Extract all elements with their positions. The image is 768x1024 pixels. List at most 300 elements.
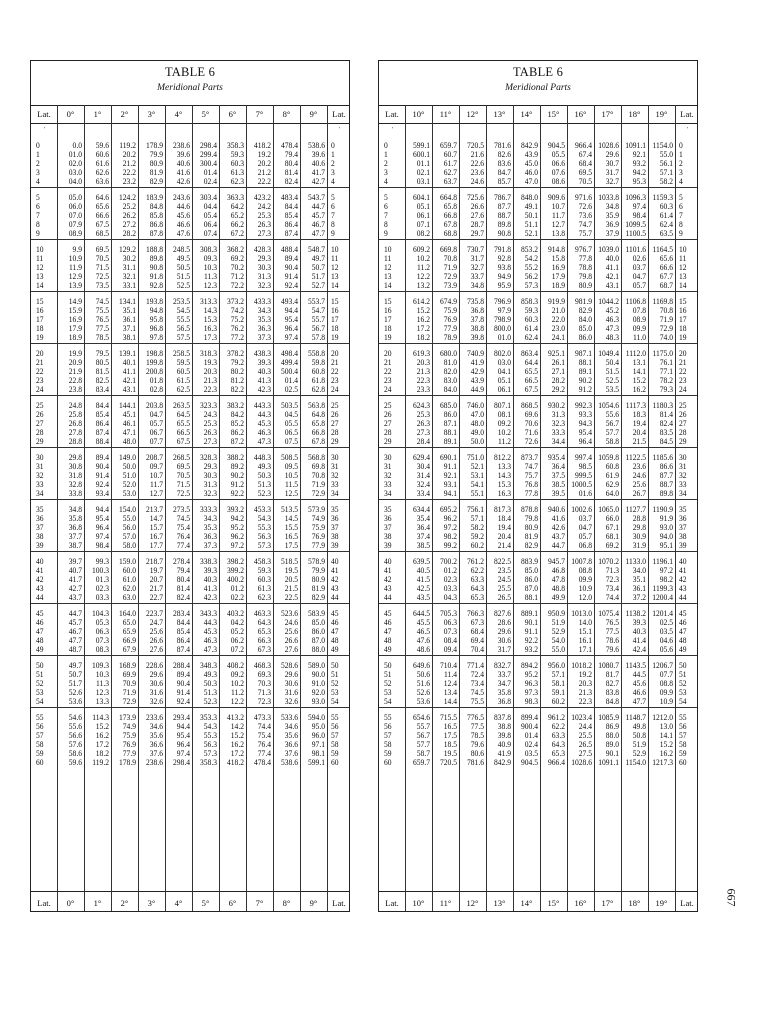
meridional-part-cell: 33.1 (122, 280, 136, 290)
latitude-minute-cell: 26 (36, 409, 44, 419)
meridional-part-cell: 1143.5 (625, 660, 646, 670)
meridional-part-cell: 41.7 (311, 167, 325, 177)
meridional-part-cell: 37.3 (257, 332, 271, 342)
meridional-part-cell: 398.2 (226, 556, 244, 566)
meridional-part-cell: 95.1 (659, 540, 673, 550)
meridional-part-cell: 02.1 (416, 167, 430, 177)
meridional-part-cell: 76.5 (605, 617, 619, 627)
meridional-part-cell: 55.6 (605, 409, 619, 419)
meridional-part-cell: 94.9 (497, 271, 511, 281)
meridional-part-cell: 92.4 (284, 280, 298, 290)
meridional-part-cell: 64.0 (605, 488, 619, 498)
latitude-minute-cell: 23 (384, 375, 392, 385)
meridional-part-cell: 07.4 (203, 228, 217, 238)
meridional-part-cell: 11.5 (285, 479, 298, 489)
column-footer: 6° (228, 898, 237, 908)
meridional-part-cell: 15.2 (95, 721, 109, 731)
meridional-part-cell: 634.4 (412, 504, 430, 514)
meridional-part-cell: 86.0 (578, 332, 592, 342)
meridional-part-cell: 609.2 (412, 244, 430, 254)
meridional-part-cell: 28.2 (551, 375, 565, 385)
meridional-part-cell: 644.5 (412, 608, 430, 618)
meridional-part-cell: 42.5 (416, 583, 430, 593)
meridional-part-cell: 47.0 (470, 409, 484, 419)
meridional-part-cell: 203.8 (145, 400, 163, 410)
meridional-part-cell: 358.3 (199, 757, 217, 767)
latitude-minute-cell: 16 (384, 305, 392, 315)
meridional-part-cell: 75.4 (176, 522, 190, 532)
meridional-part-cell: 56.3 (257, 531, 271, 541)
meridional-part-cell: 58.2 (659, 176, 673, 186)
latitude-minute-cell: 9 (331, 228, 335, 238)
meridional-part-cell: 74.5 (95, 296, 109, 306)
meridional-part-cell: 92.4 (176, 696, 190, 706)
meridional-part-cell: 61.9 (605, 470, 619, 480)
meridional-part-cell: 56.7 (416, 730, 430, 740)
meridional-part-cell: 33.7 (470, 271, 484, 281)
meridional-part-cell: 23.2 (122, 176, 136, 186)
meridional-part-cell: 80.9 (311, 574, 325, 584)
column-footer: 3° (147, 898, 156, 908)
meridional-part-cell: 93.0 (659, 522, 673, 532)
meridional-part-cell: 84.8 (149, 201, 163, 211)
meridional-part-cell: 05.7 (149, 418, 163, 428)
meridional-part-cell: 93.2 (524, 644, 538, 654)
meridional-part-cell: 76.4 (176, 531, 190, 541)
column-footer: 18° (628, 898, 641, 908)
latitude-minute-cell: 27 (331, 418, 339, 428)
table-row (379, 489, 697, 498)
meridional-part-cell: 751.0 (466, 452, 484, 462)
meridional-part-cell: 02.8 (149, 384, 163, 394)
meridional-part-cell: 54.3 (203, 721, 217, 731)
meridional-part-cell: 51.9 (551, 617, 565, 627)
meridional-part-cell: 31.8 (68, 470, 82, 480)
meridional-part-cell: 14.5 (284, 513, 298, 523)
meridional-part-cell: 193.8 (145, 296, 163, 306)
meridional-part-cell: 82.9 (524, 540, 538, 550)
meridional-part-cell: 22.3 (203, 384, 217, 394)
latitude-minute-cell: 54 (679, 696, 687, 706)
meridional-part-cell: 283.4 (172, 608, 190, 618)
table-row (379, 281, 697, 290)
group-rule (31, 707, 349, 708)
meridional-part-cell: 70.6 (524, 418, 538, 428)
meridional-part-cell: 05.1 (416, 201, 430, 211)
meridional-part-cell: 29.3 (203, 461, 217, 471)
minute-mark: ′ (339, 127, 341, 133)
meridional-part-cell: 65.3 (257, 626, 271, 636)
meridional-part-cell: 32.3 (203, 488, 217, 498)
meridional-part-cell: 1000.5 (571, 479, 592, 489)
column-header: 1° (93, 109, 102, 119)
latitude-minute-cell: 29 (36, 436, 44, 446)
meridional-part-cell: 77.5 (95, 323, 109, 333)
meridional-part-cell: 67.1 (605, 522, 619, 532)
meridional-part-cell: 75.7 (578, 228, 592, 238)
meridional-part-cell: 23.5 (497, 565, 511, 575)
meridional-part-cell: 51.3 (203, 687, 217, 697)
meridional-part-cell: 188.8 (145, 244, 163, 254)
meridional-part-cell: 32.6 (149, 696, 163, 706)
meridional-part-cell: 16.2 (230, 739, 244, 749)
meridional-part-cell: 41.9 (470, 357, 484, 367)
meridional-part-cell: 53.5 (605, 384, 619, 394)
meridional-part-cell: 67.2 (230, 228, 244, 238)
meridional-part-cell: 144.1 (118, 400, 136, 410)
meridional-part-cell: 904.5 (547, 140, 565, 150)
group-rule (31, 447, 349, 448)
group-rule (379, 551, 697, 552)
meridional-part-cell: 57.7 (416, 739, 430, 749)
table-row (31, 281, 349, 290)
meridional-part-cell: 07.6 (551, 167, 565, 177)
meridional-part-cell: 63.0 (122, 592, 136, 602)
meridional-part-cell: 32.7 (605, 176, 619, 186)
meridional-part-cell: 24.8 (68, 400, 82, 410)
latitude-minute-cell: 45 (679, 608, 687, 618)
latitude-minute-cell: 12 (36, 262, 44, 272)
latitude-minute-cell: 34 (36, 488, 44, 498)
meridional-part-cell: 298.4 (172, 757, 190, 767)
meridional-part-cell: 52.0 (122, 479, 136, 489)
latitude-minute-cell: 8 (384, 219, 388, 229)
meridional-part-cell: 961.2 (547, 712, 565, 722)
meridional-part-cell: 935.4 (547, 452, 565, 462)
latitude-minute-cell: 59 (679, 748, 687, 758)
meridional-part-cell: 61.3 (257, 583, 271, 593)
column-footer: Lat. (680, 898, 694, 908)
meridional-part-cell: 971.6 (574, 192, 592, 202)
meridional-part-cell: 84.8 (605, 696, 619, 706)
meridional-part-cell: 37.9 (605, 228, 619, 238)
meridional-part-cell: 61.5 (176, 375, 190, 385)
meridional-part-cell: 725.6 (466, 192, 484, 202)
latitude-minute-cell: 57 (36, 730, 44, 740)
meridional-part-cell: 29.2 (551, 384, 565, 394)
meridional-part-cell: 03.3 (443, 583, 457, 593)
meridional-part-cell: 1190.9 (652, 504, 673, 514)
meridional-part-cell: 15.8 (551, 253, 565, 263)
meridional-part-cell: 69.8 (311, 461, 325, 471)
meridional-part-cell: 65.6 (659, 253, 673, 263)
latitude-minute-cell: 56 (331, 721, 339, 731)
meridional-part-cell: 695.2 (439, 504, 457, 514)
meridional-part-cell: 80.9 (524, 522, 538, 532)
latitude-minute-cell: 40 (384, 556, 392, 566)
meridional-part-cell: 22.0 (551, 314, 565, 324)
latitude-minute-cell: 3 (384, 167, 388, 177)
meridional-part-cell: 343.3 (199, 608, 217, 618)
meridional-part-cell: 22.2 (122, 167, 136, 177)
table-row (31, 758, 349, 767)
meridional-part-cell: 19.4 (497, 522, 511, 532)
latitude-minute-cell: 12 (679, 262, 687, 272)
group-rule (31, 187, 349, 188)
meridional-part-cell: 52.3 (257, 488, 271, 498)
meridional-part-cell: 27.3 (416, 427, 430, 437)
meridional-part-cell: 04.5 (284, 409, 298, 419)
group-rule (379, 291, 697, 292)
meridional-part-cell: 52.5 (605, 375, 619, 385)
meridional-part-cell: 822.5 (493, 556, 511, 566)
meridional-part-cell: 78.9 (443, 332, 457, 342)
latitude-minute-cell: 41 (679, 565, 687, 575)
meridional-part-cell: 39.3 (257, 357, 271, 367)
meridional-part-cell: 17.1 (578, 644, 592, 654)
meridional-part-cell: 91.8 (149, 271, 163, 281)
meridional-part-cell: 17.9 (551, 271, 565, 281)
meridional-part-cell: 72.4 (470, 669, 484, 679)
meridional-part-cell: 96.3 (524, 678, 538, 688)
table-row (31, 697, 349, 706)
meridional-part-cell: 55.7 (416, 721, 430, 731)
meridional-part-cell: 60.6 (95, 149, 109, 159)
meridional-part-cell: 14.2 (230, 721, 244, 731)
meridional-part-cell: 168.9 (118, 660, 136, 670)
meridional-part-cell: 33.3 (551, 427, 565, 437)
column-header: Lat. (680, 109, 694, 119)
meridional-part-cell: 72.5 (95, 271, 109, 281)
meridional-part-cell: 273.5 (172, 504, 190, 514)
latitude-minute-cell: 4 (384, 176, 388, 186)
meridional-part-cell: 08.3 (95, 644, 109, 654)
meridional-part-cell: 64.8 (311, 409, 325, 419)
meridional-part-cell: 47.6 (176, 228, 190, 238)
meridional-part-cell: 1199.3 (652, 583, 673, 593)
meridional-part-cell: 85.8 (149, 210, 163, 220)
meridional-part-cell: 79.9 (149, 149, 163, 159)
meridional-part-cell: 48.6 (416, 644, 430, 654)
meridional-part-cell: 35.3 (203, 522, 217, 532)
latitude-minute-cell: 27 (384, 418, 392, 428)
meridional-part-cell: 624.3 (412, 400, 430, 410)
meridional-part-cell: 47.3 (203, 644, 217, 654)
latitude-minute-cell: 10 (331, 244, 339, 254)
meridional-part-cell: 79.2 (230, 357, 244, 367)
meridional-part-cell: 75.9 (443, 305, 457, 315)
column-header: 6° (228, 109, 237, 119)
meridional-part-cell: 27.3 (203, 436, 217, 446)
meridional-part-cell: 48.8 (551, 583, 565, 593)
meridional-part-cell: 06.4 (203, 219, 217, 229)
column-footer: 7° (255, 898, 264, 908)
meridional-part-cell: 89.2 (230, 461, 244, 471)
meridional-part-cell: 07.3 (443, 626, 457, 636)
meridional-part-cell: 19.2 (257, 149, 271, 159)
latitude-minute-cell: 59 (331, 748, 339, 758)
column-header: 3° (147, 109, 156, 119)
meridional-part-cell: 03.5 (659, 626, 673, 636)
meridional-part-cell: 30.2 (122, 253, 136, 263)
meridional-part-cell: 56.2 (524, 271, 538, 281)
meridional-part-cell: 85.4 (284, 210, 298, 220)
latitude-minute-cell: 5 (384, 192, 388, 202)
meridional-part-cell: 87.4 (176, 644, 190, 654)
meridional-part-cell: 41.1 (605, 262, 619, 272)
meridional-part-cell: 06.3 (443, 617, 457, 627)
meridional-part-cell: 01.2 (443, 565, 457, 575)
meridional-part-cell: 899.4 (520, 712, 538, 722)
column-footer: 16° (574, 898, 587, 908)
meridional-part-cell: 69.3 (257, 669, 271, 679)
meridional-part-cell: 08.6 (551, 176, 565, 186)
latitude-minute-cell: 27 (36, 418, 44, 428)
meridional-part-cell: 771.4 (466, 660, 484, 670)
latitude-minute-cell: 15 (679, 296, 687, 306)
latitude-minute-cell: 51 (384, 669, 392, 679)
latitude-minute-cell: 46 (384, 617, 392, 627)
meridional-part-cell: 60.2 (551, 696, 565, 706)
meridional-part-cell: 62.7 (443, 167, 457, 177)
meridional-part-cell: 22.6 (470, 158, 484, 168)
meridional-part-cell: 69.9 (122, 669, 136, 679)
meridional-part-cell: 89.1 (443, 436, 457, 446)
meridional-part-cell: 32.7 (470, 262, 484, 272)
meridional-part-cell: 76.9 (122, 739, 136, 749)
meridional-part-cell: 94.0 (659, 531, 673, 541)
meridional-part-cell: 37.7 (68, 531, 82, 541)
latitude-minute-cell: 4 (679, 176, 683, 186)
table-row (379, 385, 697, 394)
latitude-minute-cell: 52 (679, 678, 687, 688)
meridional-part-cell: 81.4 (176, 583, 190, 593)
meridional-part-cell: 76.8 (524, 479, 538, 489)
meridional-part-cell: 53.6 (68, 696, 82, 706)
meridional-part-cell: 75.4 (257, 730, 271, 740)
meridional-part-cell: 50.8 (632, 730, 646, 740)
latitude-minute-cell: 42 (331, 574, 339, 584)
meridional-part-cell: 97.8 (149, 332, 163, 342)
meridional-part-cell: 104.3 (91, 608, 109, 618)
latitude-minute-cell: 47 (331, 626, 339, 636)
meridional-part-cell: 31.1 (122, 262, 136, 272)
meridional-part-cell: 88.4 (95, 436, 109, 446)
meridional-part-cell: 06.0 (68, 201, 82, 211)
latitude-minute-cell: 60 (679, 757, 687, 767)
meridional-part-cell: 60.3 (659, 201, 673, 211)
column-header: Lat. (332, 109, 346, 119)
meridional-part-cell: 66.5 (524, 375, 538, 385)
meridional-part-cell: 62.5 (176, 384, 190, 394)
meridional-part-cell: 90.1 (524, 617, 538, 627)
meridional-part-cell: 90.4 (284, 262, 298, 272)
meridional-part-cell: 43.9 (524, 149, 538, 159)
latitude-minute-cell: 31 (36, 461, 44, 471)
latitude-minute-cell: 59 (384, 748, 392, 758)
meridional-part-cell: 18.4 (497, 513, 511, 523)
meridional-part-cell: 98.2 (443, 531, 457, 541)
column-footer: 17° (601, 898, 614, 908)
latitude-minute-cell: 43 (679, 583, 687, 593)
meridional-part-cell: 60.8 (605, 461, 619, 471)
meridional-part-cell: 96.2 (443, 513, 457, 523)
meridional-part-cell: 15.3 (497, 479, 511, 489)
latitude-minute-cell: 57 (384, 730, 392, 740)
meridional-part-cell: 36.9 (605, 219, 619, 229)
meridional-part-cell: 57.7 (605, 427, 619, 437)
meridional-part-cell: 02.3 (95, 583, 109, 593)
meridional-part-cell: 62.2 (551, 721, 565, 731)
meridional-part-cell: 483.4 (280, 192, 298, 202)
meridional-part-cell: 29.8 (632, 522, 646, 532)
meridional-part-cell: 94.1 (443, 488, 457, 498)
latitude-minute-cell: 33 (679, 479, 687, 489)
latitude-minute-cell: 22 (679, 366, 687, 376)
meridional-part-cell: 1054.6 (598, 400, 619, 410)
meridional-part-cell: 72.9 (443, 271, 457, 281)
meridional-part-cell: 60.3 (257, 574, 271, 584)
latitude-minute-cell: 35 (331, 504, 339, 514)
title-rule (379, 105, 697, 106)
group-rule (379, 343, 697, 344)
latitude-minute-cell: 2 (36, 158, 40, 168)
meridional-part-cell: 500.4 (280, 366, 298, 376)
meridional-part-cell: 925.1 (547, 348, 565, 358)
meridional-part-cell: 07.8 (632, 305, 646, 315)
meridional-part-cell: 832.7 (493, 660, 511, 670)
meridional-part-cell: 543.7 (307, 192, 325, 202)
latitude-minute-cell: 13 (384, 271, 392, 281)
meridional-part-cell: 98.5 (578, 461, 592, 471)
meridional-part-cell: 82.0 (443, 366, 457, 376)
meridional-part-cell: 90.0 (311, 669, 325, 679)
meridional-part-cell: 20.4 (497, 531, 511, 541)
meridional-part-cell: 69.4 (470, 635, 484, 645)
meridional-part-cell: 04.4 (203, 201, 217, 211)
meridional-part-cell: 05.6 (659, 644, 673, 654)
meridional-part-cell: 303.4 (199, 192, 217, 202)
meridional-part-cell: 263.5 (172, 400, 190, 410)
minute-mark: ′ (392, 127, 394, 133)
meridional-part-cell: 95.4 (284, 314, 298, 324)
latitude-minute-cell: 18 (679, 323, 687, 333)
latitude-minute-cell: 1 (384, 149, 388, 159)
meridional-part-cell: 63.3 (470, 574, 484, 584)
meridional-part-cell: 79.8 (524, 513, 538, 523)
meridional-part-cell: 09.9 (578, 574, 592, 584)
meridional-part-cell: 45.3 (257, 418, 271, 428)
latitude-minute-cell: 7 (36, 210, 40, 220)
meridional-part-cell: 34.6 (284, 721, 298, 731)
meridional-part-cell: 25.6 (632, 479, 646, 489)
meridional-part-cell: 493.4 (280, 296, 298, 306)
meridional-part-cell: 91.0 (311, 678, 325, 688)
meridional-part-cell: 90.4 (95, 461, 109, 471)
table-row (379, 541, 697, 550)
latitude-minute-cell: 43 (36, 583, 44, 593)
meridional-part-cell: 54.6 (68, 712, 82, 722)
latitude-minute-cell: 17 (384, 314, 392, 324)
meridional-part-cell: 619.3 (412, 348, 430, 358)
meridional-part-cell: 13.0 (659, 721, 673, 731)
meridional-part-cell: 22.2 (257, 176, 271, 186)
meridional-part-cell: 04.7 (149, 409, 163, 419)
latitude-minute-cell: 22 (331, 366, 339, 376)
meridional-part-cell: 14.3 (203, 305, 217, 315)
meridional-part-cell: 57.5 (176, 332, 190, 342)
meridional-part-cell: 76.2 (230, 323, 244, 333)
meridional-part-cell: 09.9 (632, 323, 646, 333)
meridional-part-cell: 21.5 (284, 583, 298, 593)
meridional-part-cell: 478.4 (253, 757, 271, 767)
meridional-part-cell: 47.1 (122, 427, 136, 437)
meridional-part-cell: 96.8 (149, 323, 163, 333)
meridional-part-cell: 43.1 (605, 280, 619, 290)
meridional-part-cell: 218.7 (145, 556, 163, 566)
latitude-minute-cell: 49 (331, 644, 339, 654)
column-header: 4° (174, 109, 183, 119)
